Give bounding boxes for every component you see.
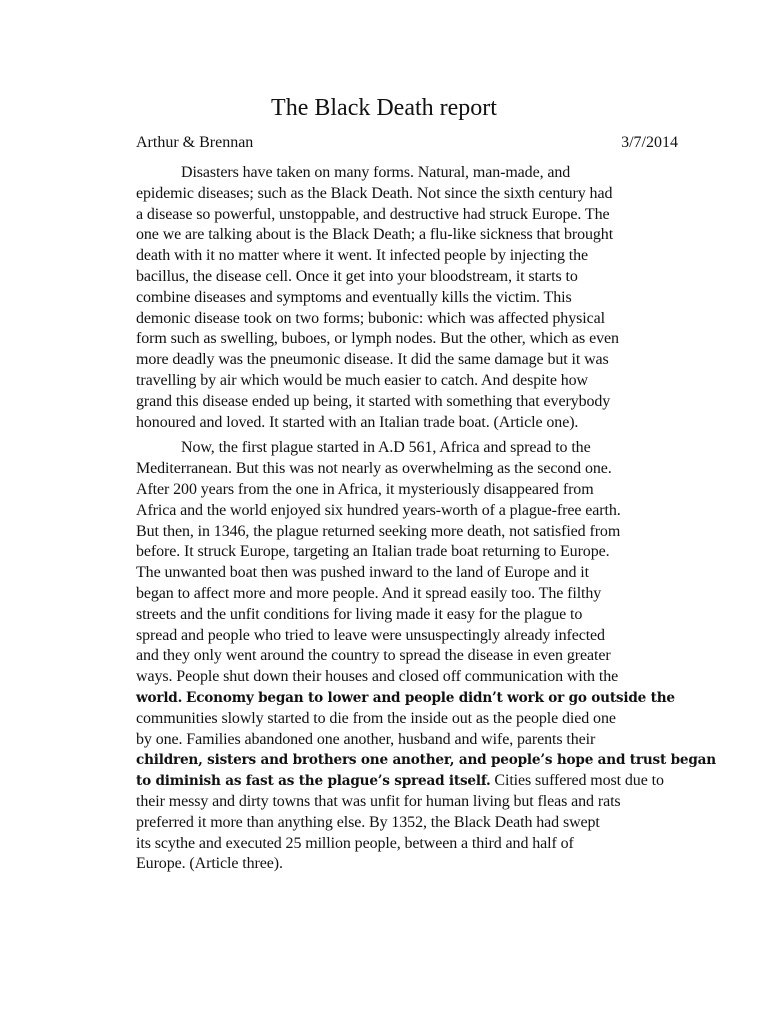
text-line: [136, 667, 678, 688]
text-segment: death with it no matter where it went. It infected people by injecting the: [136, 247, 589, 265]
text-segment: bacillus, the disease cell. Once it get into your bloodstream, it starts to: [136, 267, 578, 285]
text-line: [136, 288, 678, 309]
page-title: The Black Death report: [271, 95, 497, 121]
text-line: [136, 350, 678, 371]
text-segment: one we are talking about is the Black Death; a flu-like sickness that brought: [136, 226, 614, 244]
text-segment: Europe. (Article three).: [136, 855, 283, 873]
paragraph: [136, 163, 678, 433]
text-line: [136, 542, 678, 563]
text-segment: Disasters have taken on many forms. Natural, man-made, and: [181, 164, 571, 181]
text-line: [136, 854, 678, 875]
text-segment: grand this disease ended up being, it started with something that everybody: [136, 392, 611, 410]
text-line: [136, 730, 678, 751]
text-segment: preferred it more than anything else. By 1352, the Black Death had swept: [136, 813, 600, 831]
text-line: [136, 584, 678, 605]
text-segment: form such as swelling, buboes, or lymph nodes. But the other, which as even: [136, 330, 619, 348]
text-segment: ways. People shut down their houses and closed off communication with the: [136, 668, 619, 686]
text-line: [136, 184, 678, 205]
text-line: [136, 688, 678, 709]
bold-text-segment: to diminish as fast as the plague’s spread itself.: [136, 773, 491, 790]
text-line: [136, 522, 678, 543]
text-segment: Cities suffered most due to: [490, 772, 664, 790]
date: 3/7/2014: [621, 134, 678, 151]
text-segment: Now, the first plague started in A.D 561, Africa and spread to the: [181, 439, 591, 457]
text-segment: their messy and dirty towns that was unfit for human living but fleas and rats: [136, 792, 621, 810]
text-segment: before. It struck Europe, targeting an Italian trade boat returning to Europe.: [136, 543, 610, 561]
text-segment: But then, in 1346, the plague returned seeking more death, not satisfied from: [136, 522, 621, 540]
text-line: [136, 813, 678, 834]
text-line: [136, 413, 678, 434]
text-line: [136, 771, 678, 792]
text-segment: Africa and the world enjoyed six hundred years-worth of a plague-free earth.: [136, 501, 621, 519]
text-segment: began to affect more and more people. And it spread easily too. The filthy: [136, 584, 602, 602]
text-segment: After 200 years from the one in Africa, it mysteriously disappeared from: [136, 480, 594, 498]
text-segment: demonic disease took on two forms; bubonic: which was affected physical: [136, 309, 605, 327]
text-segment: The unwanted boat then was pushed inward to the land of Europe and it: [136, 564, 589, 582]
text-line: [136, 205, 678, 226]
text-line: [136, 563, 678, 584]
text-segment: travelling by air which would be much easier to catch. And despite how: [136, 371, 588, 389]
text-segment: combine diseases and symptoms and eventually kills the victim. This: [136, 288, 572, 306]
text-line: [136, 438, 678, 459]
text-line: [136, 371, 678, 392]
text-line: [136, 163, 678, 184]
text-segment: Mediterranean. But this was not nearly as overwhelming as the second one.: [136, 460, 612, 478]
text-segment: by one. Families abandoned one another, husband and wife, parents their: [136, 730, 596, 748]
text-line: [136, 626, 678, 647]
text-line: [136, 480, 678, 501]
text-segment: its scythe and executed 25 million people, between a third and half of: [136, 834, 574, 852]
text-line: [136, 646, 678, 667]
text-segment: more deadly was the pneumonic disease. It did the same damage but it was: [136, 351, 609, 369]
bold-text-segment: Economy began to lower and people didn’t work or go outside the: [186, 689, 675, 706]
byline: [136, 133, 678, 153]
text-line: [136, 459, 678, 480]
text-line: [136, 246, 678, 267]
text-line: [136, 225, 678, 246]
text-line: [136, 605, 678, 626]
text-segment: and they only went around the country to spread the disease in even greater: [136, 647, 611, 665]
text-line: [136, 392, 678, 413]
text-line: [136, 309, 678, 330]
text-segment: communities slowly started to die from the inside out as the people died one: [136, 709, 616, 727]
bold-text-segment: children, sisters and brothers one another, and people’s hope and trust began: [136, 752, 716, 769]
text-line: [136, 834, 678, 855]
text-segment: a disease so powerful, unstoppable, and destructive had struck Europe. The: [136, 205, 610, 223]
text-line: [136, 329, 678, 350]
text-segment: honoured and loved. It started with an Italian trade boat. (Article one).: [136, 413, 579, 431]
paragraph: [136, 438, 716, 875]
text-line: [136, 267, 678, 288]
authors: Arthur & Brennan: [136, 134, 254, 151]
text-line: [136, 750, 716, 771]
report-body: [136, 163, 716, 875]
text-segment: epidemic diseases; such as the Black Death. Not since the sixth century had: [136, 184, 613, 202]
text-segment: spread and people who tried to leave were unsuspectingly already infected: [136, 626, 605, 644]
text-line: [136, 709, 678, 730]
text-line: [136, 792, 678, 813]
text-segment: streets and the unfit conditions for living made it easy for the plague to: [136, 605, 583, 623]
text-line: [136, 501, 678, 522]
bold-text-segment: world.: [136, 689, 183, 706]
